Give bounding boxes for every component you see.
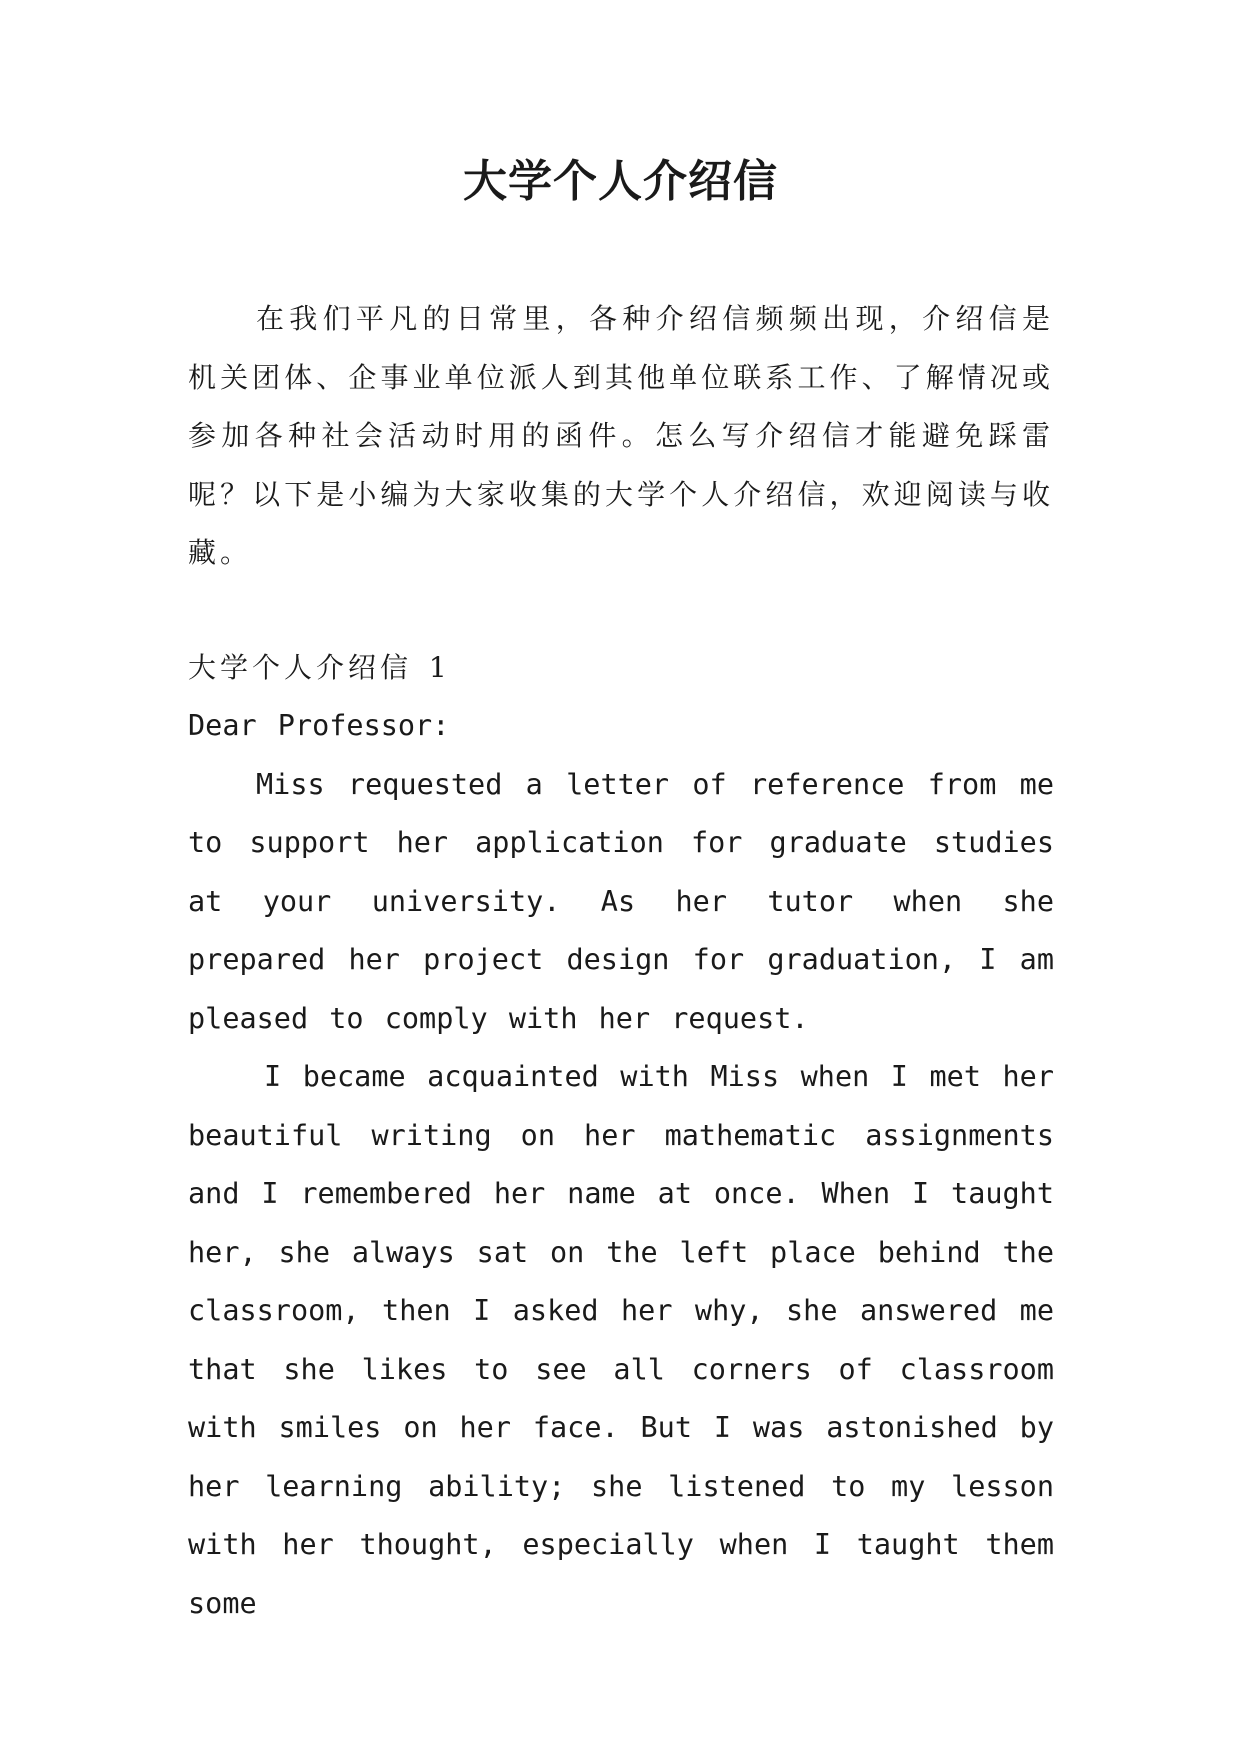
salutation: Dear Professor: [188,709,450,742]
intro-paragraph: 在我们平凡的日常里，各种介绍信频频出现，介绍信是机关团体、企事业单位派人到其他单位联系工作、了解情况或参加各种社会活动时用的函件。怎么写介绍信才能避免踩雷呢？以下是小编为大家收集的大学个人介绍信，欢迎阅读与收藏。 [188,302,1054,569]
letter-paragraph-1: Miss requested a letter of reference from me to support her application for graduate studies at your university. As her tutor when she prepared her project design for graduation, I am pleased to comply with her request. [188,767,1054,1035]
paragraph-spacer [188,583,1054,639]
letter-paragraph-2: I became acquainted with Miss when I met her beautiful writing on her mathematic assignments and I remembered her name at once. When I taught her, she always sat on the left place behind the classroom, then I asked her why, she answered me that she likes to see all corners of classroom with smiles on her face. But I was astonished by her learning ability; she listened to my lesson with her thought, especially when I taught them some [188,1060,1054,1620]
document-body [188,290,1054,1633]
document-title: 大学个人介绍信 [463,156,778,207]
section-heading: 大学个人介绍信 1 [188,650,451,684]
